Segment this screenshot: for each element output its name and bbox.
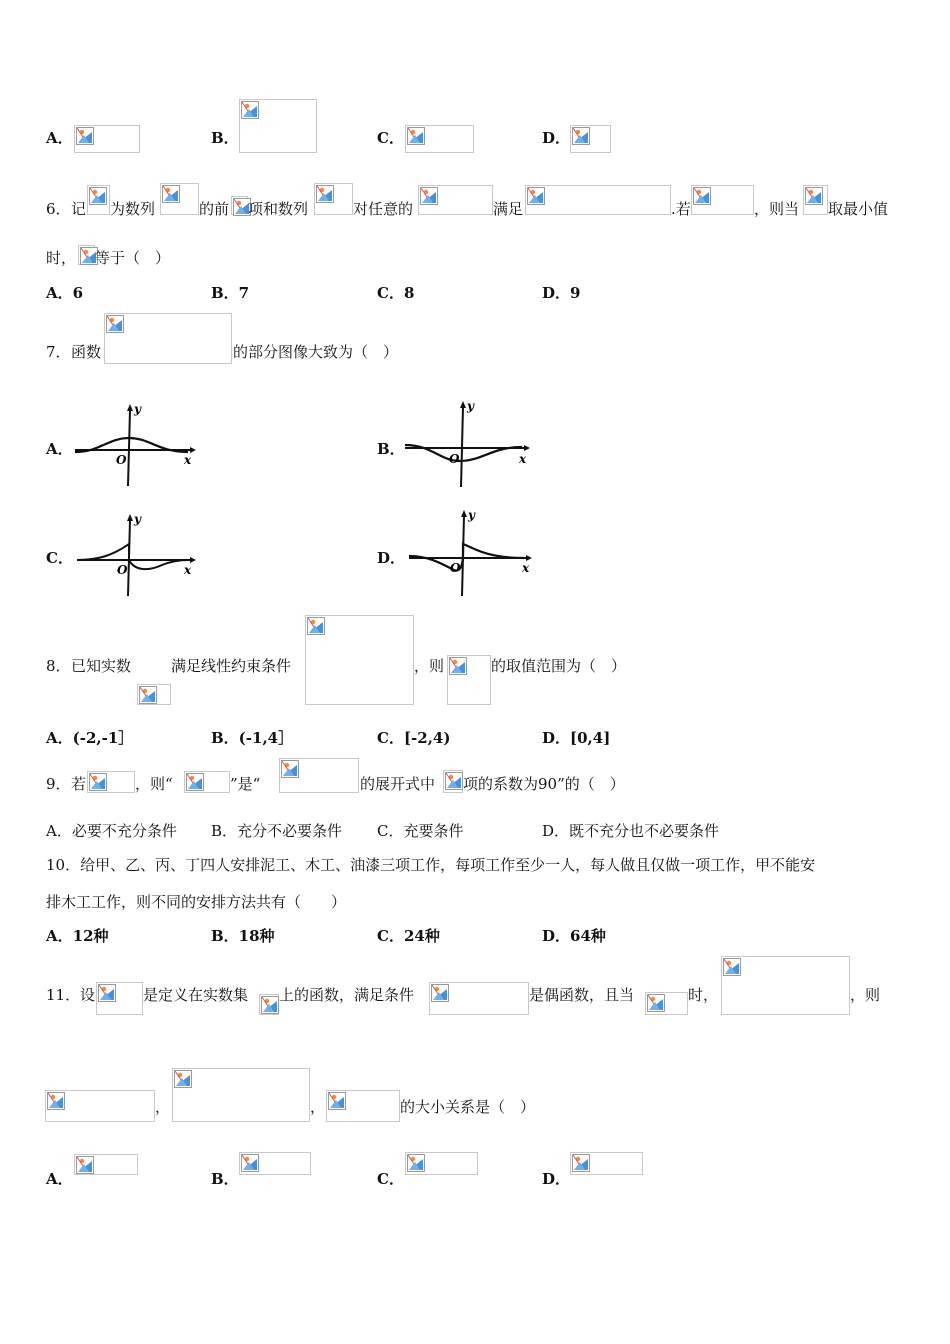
q6-option-b: B．7 bbox=[211, 284, 250, 302]
q9-text: ”是“ bbox=[230, 775, 261, 793]
broken-image-icon bbox=[98, 984, 116, 1002]
formula-image bbox=[231, 196, 248, 215]
q8-option-a: A．(-2,-1］ bbox=[46, 729, 134, 747]
q6-text: 等于（ ） bbox=[95, 249, 171, 267]
y-axis-label: y bbox=[467, 399, 474, 413]
q9-text: ，则“ bbox=[135, 775, 173, 793]
formula-image bbox=[87, 771, 135, 793]
broken-image-icon bbox=[76, 1156, 94, 1174]
formula-image bbox=[160, 183, 199, 215]
q9-option-c: C．充要条件 bbox=[377, 822, 464, 840]
q10-text: 排木工工作，则不同的安排方法共有（ ） bbox=[46, 893, 347, 911]
formula-image bbox=[443, 770, 463, 793]
q8-option-c: C．[-2,4) bbox=[377, 729, 451, 747]
q6-text: 取最小值 bbox=[828, 200, 889, 218]
broken-image-icon bbox=[693, 187, 711, 205]
broken-image-icon bbox=[261, 996, 279, 1014]
q8-text: 已知实数 bbox=[71, 657, 132, 675]
broken-image-icon bbox=[316, 185, 334, 203]
x-axis-label: x bbox=[522, 561, 530, 575]
x-axis-label: x bbox=[519, 452, 527, 466]
formula-image bbox=[259, 994, 279, 1015]
y-axis-label: y bbox=[468, 508, 475, 522]
image-placeholder bbox=[239, 99, 317, 153]
broken-image-icon bbox=[431, 984, 449, 1002]
formula-image bbox=[137, 684, 171, 705]
broken-image-icon bbox=[723, 958, 741, 976]
origin-label: O bbox=[449, 452, 460, 466]
q6-text: .若 bbox=[671, 200, 691, 218]
y-axis-label: y bbox=[134, 512, 141, 526]
image-placeholder bbox=[405, 125, 474, 153]
formula-image bbox=[239, 1152, 311, 1175]
q9-text: 的展开式中 bbox=[360, 775, 436, 793]
q7-option-a: A． bbox=[46, 440, 73, 458]
formula-image bbox=[96, 982, 143, 1015]
q8-text: 满足线性约束条件 bbox=[171, 657, 292, 675]
formula-image bbox=[645, 992, 688, 1015]
formula-image bbox=[429, 982, 529, 1015]
q11-text: ， bbox=[155, 1098, 171, 1116]
broken-image-icon bbox=[162, 185, 180, 203]
formula-image bbox=[78, 245, 95, 265]
q6-text: 的前 bbox=[199, 200, 230, 218]
q7-graph-c bbox=[72, 510, 202, 600]
q11-option-a: A． bbox=[46, 1170, 73, 1188]
broken-image-icon bbox=[139, 686, 157, 704]
formula-image bbox=[803, 185, 828, 215]
formula-image bbox=[405, 1152, 478, 1175]
q9-text: 项的系数为90”的（ ） bbox=[463, 775, 625, 793]
q11-text: 设 bbox=[80, 986, 96, 1004]
q9-option-d: D．既不充分也不必要条件 bbox=[542, 822, 720, 840]
q11-option-d: D． bbox=[542, 1170, 571, 1188]
broken-image-icon bbox=[572, 1154, 590, 1172]
q9-number: 9． bbox=[46, 775, 71, 793]
image-placeholder bbox=[570, 125, 611, 153]
q6-text: 时， bbox=[46, 249, 77, 267]
formula-image bbox=[87, 185, 110, 215]
broken-image-icon bbox=[174, 1070, 192, 1088]
broken-image-icon bbox=[445, 772, 463, 790]
x-axis-label: x bbox=[184, 563, 192, 577]
q11-number: 11． bbox=[46, 986, 81, 1004]
q5-option-d: D． bbox=[542, 129, 571, 147]
broken-image-icon bbox=[186, 773, 204, 791]
broken-image-icon bbox=[76, 127, 94, 145]
q6-text: 为数列 bbox=[110, 200, 156, 218]
q7-graph-a bbox=[70, 398, 200, 490]
broken-image-icon bbox=[47, 1092, 65, 1110]
q6-option-c: C．8 bbox=[377, 284, 415, 302]
image-placeholder bbox=[74, 125, 140, 153]
formula-image bbox=[447, 655, 491, 705]
broken-image-icon bbox=[281, 760, 299, 778]
formula-image bbox=[45, 1090, 155, 1122]
broken-image-icon bbox=[328, 1092, 346, 1110]
q7-graph-d bbox=[404, 506, 536, 598]
q11-text: 上的函数，满足条件 bbox=[279, 986, 415, 1004]
q11-text: 时， bbox=[688, 986, 719, 1004]
broken-image-icon bbox=[647, 994, 665, 1012]
q6-text: 记 bbox=[71, 200, 87, 218]
broken-image-icon bbox=[241, 101, 259, 119]
q11-text: 是定义在实数集 bbox=[143, 986, 249, 1004]
q9-text: 若 bbox=[71, 775, 87, 793]
formula-image bbox=[691, 185, 754, 215]
q8-number: 8． bbox=[46, 657, 71, 675]
q8-text: 的取值范围为（ ） bbox=[491, 657, 627, 675]
broken-image-icon bbox=[89, 773, 107, 791]
q6-option-a: A．6 bbox=[46, 284, 84, 302]
formula-image bbox=[104, 313, 232, 364]
q6-text: 项和数列 bbox=[248, 200, 309, 218]
formula-image bbox=[279, 758, 359, 793]
q6-text: 满足 bbox=[493, 200, 524, 218]
formula-image bbox=[184, 771, 230, 793]
broken-image-icon bbox=[572, 127, 590, 145]
q8-text: ，则 bbox=[414, 657, 445, 675]
q7-graph-b bbox=[402, 395, 532, 490]
q5-option-c: C． bbox=[377, 129, 404, 147]
q7-option-b: B． bbox=[377, 440, 405, 458]
broken-image-icon bbox=[420, 187, 438, 205]
q11-text: ，则 bbox=[850, 986, 881, 1004]
formula-image bbox=[721, 956, 850, 1015]
q6-option-d: D．9 bbox=[542, 284, 581, 302]
q5-option-a: A． bbox=[46, 129, 73, 147]
q7-text: 函数 bbox=[71, 343, 102, 361]
formula-image bbox=[570, 1152, 643, 1175]
q7-text: 的部分图像大致为（ ） bbox=[233, 343, 399, 361]
q7-number: 7． bbox=[46, 343, 71, 361]
q9-option-a: A．必要不充分条件 bbox=[46, 822, 177, 840]
q5-option-b: B． bbox=[211, 129, 239, 147]
q11-text: 的大小关系是（ ） bbox=[400, 1098, 536, 1116]
broken-image-icon bbox=[527, 187, 545, 205]
q10-option-c: C．24种 bbox=[377, 927, 440, 945]
q11-text: 是偶函数，且当 bbox=[529, 986, 635, 1004]
origin-label: O bbox=[116, 453, 127, 467]
formula-image bbox=[314, 183, 353, 215]
q8-option-b: B．(-1,4］ bbox=[211, 729, 294, 747]
q7-option-c: C． bbox=[46, 549, 73, 567]
broken-image-icon bbox=[805, 187, 823, 205]
broken-image-icon bbox=[407, 127, 425, 145]
q6-text: ，则当 bbox=[754, 200, 800, 218]
broken-image-icon bbox=[407, 1154, 425, 1172]
broken-image-icon bbox=[106, 315, 124, 333]
constraint-image bbox=[305, 615, 414, 705]
formula-image bbox=[418, 185, 493, 215]
origin-label: O bbox=[450, 561, 461, 575]
q10-option-b: B．18种 bbox=[211, 927, 275, 945]
q11-text: ， bbox=[310, 1098, 326, 1116]
broken-image-icon bbox=[449, 657, 467, 675]
q10-option-d: D．64种 bbox=[542, 927, 606, 945]
formula-image bbox=[74, 1154, 138, 1175]
q6-text: 对任意的 bbox=[353, 200, 414, 218]
y-axis-label: y bbox=[134, 402, 141, 416]
broken-image-icon bbox=[89, 187, 107, 205]
formula-image bbox=[326, 1090, 400, 1122]
x-axis-label: x bbox=[184, 453, 192, 467]
formula-image bbox=[172, 1068, 310, 1122]
q11-option-c: C． bbox=[377, 1170, 404, 1188]
q9-option-b: B．充分不必要条件 bbox=[211, 822, 343, 840]
q6-number: 6． bbox=[46, 200, 71, 218]
q10-text: 10．给甲、乙、丙、丁四人安排泥工、木工、油漆三项工作，每项工作至少一人，每人做且仅做一项工作，甲不能安 bbox=[46, 856, 816, 874]
broken-image-icon bbox=[241, 1154, 259, 1172]
broken-image-icon bbox=[307, 617, 325, 635]
q11-option-b: B． bbox=[211, 1170, 239, 1188]
origin-label: O bbox=[117, 563, 128, 577]
formula-image bbox=[525, 185, 671, 215]
q7-option-d: D． bbox=[377, 549, 406, 567]
q10-option-a: A．12种 bbox=[46, 927, 109, 945]
q8-option-d: D．[0,4] bbox=[542, 729, 611, 747]
